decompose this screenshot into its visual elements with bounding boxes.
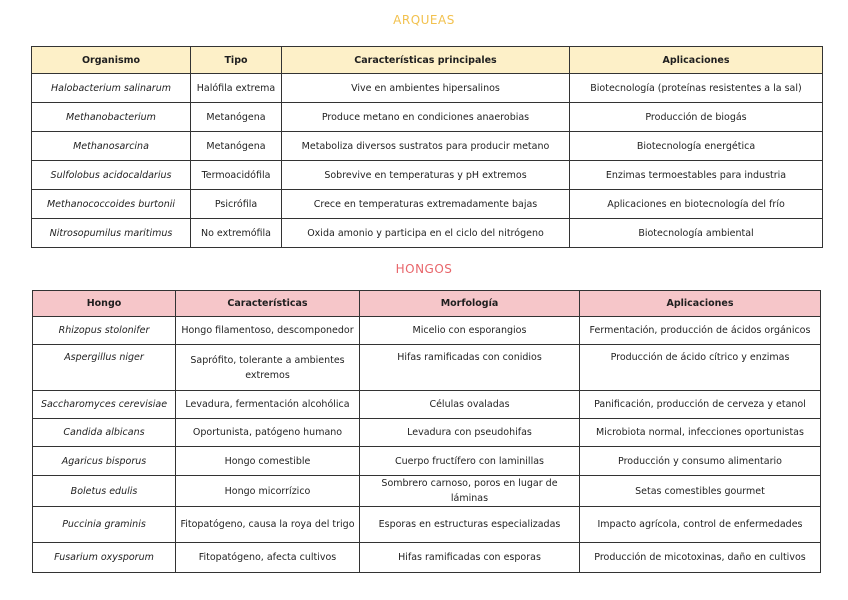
table-row (32, 190, 823, 219)
table-row (33, 447, 821, 476)
fungus-cell: Fusarium oxysporum (33, 543, 176, 573)
applications-cell: Aplicaciones en biotecnología del frío (570, 190, 823, 219)
table-row (32, 161, 823, 190)
table-header-row (32, 47, 823, 74)
table-row (32, 74, 823, 103)
morphology-cell: Esporas en estructuras especializadas (360, 507, 580, 543)
features-cell: Hongo filamentoso, descomponedor (176, 317, 360, 345)
features-cell: Sobrevive en temperaturas y pH extremos (282, 161, 570, 190)
column-header-morfologia: Morfología (360, 291, 580, 317)
organism-cell: Methanobacterium (32, 103, 191, 132)
fungus-cell: Puccinia graminis (33, 507, 176, 543)
features-cell: Levadura, fermentación alcohólica (176, 391, 360, 419)
morphology-cell: Levadura con pseudohifas (360, 419, 580, 447)
fungus-cell: Agaricus bisporus (33, 447, 176, 476)
applications-cell: Producción de ácido cítrico y enzimas (580, 345, 821, 391)
table-row (33, 476, 821, 507)
column-header-caracteristicas: Características principales (282, 47, 570, 74)
table-row (33, 345, 821, 391)
features-cell: Hongo comestible (176, 447, 360, 476)
fungus-cell: Boletus edulis (33, 476, 176, 507)
applications-cell: Panificación, producción de cerveza y etanol (580, 391, 821, 419)
table-row (33, 419, 821, 447)
organism-cell: Methanosarcina (32, 132, 191, 161)
type-cell: Metanógena (191, 103, 282, 132)
table-row (33, 543, 821, 573)
applications-cell: Producción y consumo alimentario (580, 447, 821, 476)
fungus-cell: Candida albicans (33, 419, 176, 447)
type-cell: Termoacidófila (191, 161, 282, 190)
morphology-cell: Micelio con esporangios (360, 317, 580, 345)
organism-cell: Methanococcoides burtonii (32, 190, 191, 219)
applications-cell: Microbiota normal, infecciones oportunistas (580, 419, 821, 447)
applications-cell: Biotecnología ambiental (570, 219, 823, 248)
applications-cell: Fermentación, producción de ácidos orgánicos (580, 317, 821, 345)
features-cell: Oxida amonio y participa en el ciclo del nitrógeno (282, 219, 570, 248)
table-row (32, 132, 823, 161)
table-row (33, 507, 821, 543)
morphology-cell: Hifas ramificadas con esporas (360, 543, 580, 573)
features-cell: Hongo micorrízico (176, 476, 360, 507)
applications-cell: Enzimas termoestables para industria (570, 161, 823, 190)
type-cell: Halófila extrema (191, 74, 282, 103)
fungus-cell: Saccharomyces cerevisiae (33, 391, 176, 419)
features-cell: Oportunista, patógeno humano (176, 419, 360, 447)
applications-cell: Biotecnología energética (570, 132, 823, 161)
features-cell: Fitopatógeno, afecta cultivos (176, 543, 360, 573)
table-row (32, 103, 823, 132)
morphology-cell: Células ovaladas (360, 391, 580, 419)
features-cell: Saprófito, tolerante a ambientes extremos (176, 345, 360, 391)
column-header-aplicaciones: Aplicaciones (580, 291, 821, 317)
features-cell: Metaboliza diversos sustratos para producir metano (282, 132, 570, 161)
table-header-row (33, 291, 821, 317)
column-header-organismo: Organismo (32, 47, 191, 74)
morphology-cell: Hifas ramificadas con conidios (360, 345, 580, 391)
applications-cell: Producción de biogás (570, 103, 823, 132)
table-row (32, 219, 823, 248)
arqueas-table (31, 46, 823, 248)
applications-cell: Impacto agrícola, control de enfermedades (580, 507, 821, 543)
features-cell: Crece en temperaturas extremadamente bajas (282, 190, 570, 219)
column-header-caracteristicas: Características (176, 291, 360, 317)
applications-cell: Biotecnología (proteínas resistentes a la sal) (570, 74, 823, 103)
applications-cell: Producción de micotoxinas, daño en cultivos (580, 543, 821, 573)
organism-cell: Nitrosopumilus maritimus (32, 219, 191, 248)
arqueas-title: ARQUEAS (393, 13, 455, 27)
table-row (33, 391, 821, 419)
fungus-cell: Aspergillus niger (33, 345, 176, 391)
features-cell: Produce metano en condiciones anaerobias (282, 103, 570, 132)
organism-cell: Halobacterium salinarum (32, 74, 191, 103)
hongos-table (32, 290, 821, 573)
morphology-cell: Cuerpo fructífero con laminillas (360, 447, 580, 476)
column-header-aplicaciones: Aplicaciones (570, 47, 823, 74)
type-cell: Psicrófila (191, 190, 282, 219)
applications-cell: Setas comestibles gourmet (580, 476, 821, 507)
table-row (33, 317, 821, 345)
column-header-hongo: Hongo (33, 291, 176, 317)
features-cell: Fitopatógeno, causa la roya del trigo (176, 507, 360, 543)
column-header-tipo: Tipo (191, 47, 282, 74)
type-cell: No extremófila (191, 219, 282, 248)
hongos-title: HONGOS (395, 262, 453, 276)
type-cell: Metanógena (191, 132, 282, 161)
morphology-cell: Sombrero carnoso, poros en lugar de láminas (360, 476, 580, 507)
fungus-cell: Rhizopus stolonifer (33, 317, 176, 345)
organism-cell: Sulfolobus acidocaldarius (32, 161, 191, 190)
features-cell: Vive en ambientes hipersalinos (282, 74, 570, 103)
